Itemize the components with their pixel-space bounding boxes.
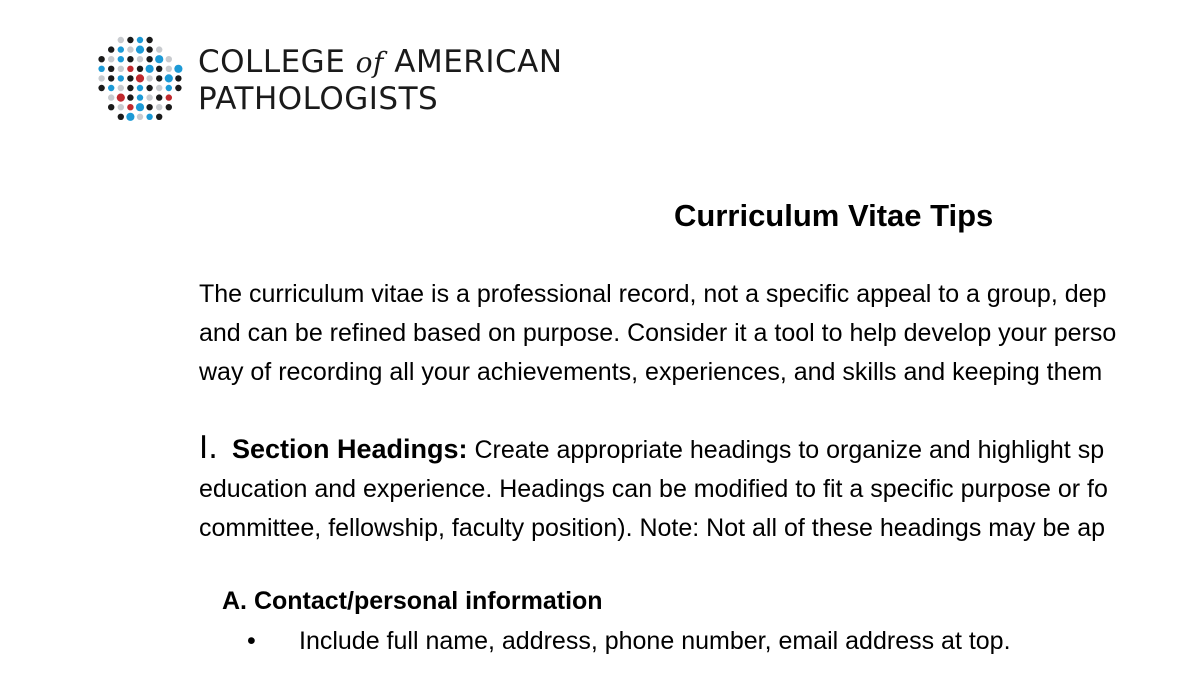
logo-dot bbox=[108, 94, 114, 100]
logo-dot bbox=[155, 55, 163, 63]
logo-dot bbox=[156, 114, 162, 120]
section-1-line-1 bbox=[199, 428, 1108, 470]
logo-dot bbox=[146, 37, 152, 43]
logo-dot bbox=[137, 114, 143, 120]
logo-dot bbox=[165, 74, 173, 82]
logo-dot bbox=[146, 46, 152, 52]
logo-dot bbox=[146, 56, 152, 62]
section-numeral: I. bbox=[199, 430, 218, 466]
logo-dot bbox=[146, 65, 154, 73]
logo-dot bbox=[118, 104, 124, 110]
logo-dot bbox=[166, 104, 172, 110]
logo-dot bbox=[108, 46, 114, 52]
logo-dot bbox=[137, 85, 143, 91]
logo-dot bbox=[118, 66, 124, 72]
list-item bbox=[247, 627, 1011, 656]
logo-line-1 bbox=[198, 44, 563, 81]
logo-dot bbox=[174, 65, 182, 73]
logo-dot bbox=[136, 74, 144, 82]
logo-dot bbox=[108, 85, 114, 91]
logo-dot bbox=[108, 56, 114, 62]
logo-dot bbox=[175, 75, 181, 81]
logo-dot bbox=[98, 85, 104, 91]
section-1-line-3: committee, fellowship, faculty position). Note: Not all of these headings may be ap bbox=[199, 514, 1106, 542]
logo-dot bbox=[137, 37, 143, 43]
logo-american: AMERICAN bbox=[394, 44, 563, 80]
section-heading: Section Headings: bbox=[232, 434, 468, 464]
logo-dot bbox=[108, 75, 114, 81]
intro-paragraph bbox=[199, 275, 1116, 392]
logo-dot bbox=[146, 85, 152, 91]
intro-line: way of recording all your achievements, experiences, and skills and keeping them bbox=[199, 358, 1103, 386]
logo-dot bbox=[146, 75, 152, 81]
logo-dot bbox=[127, 46, 133, 52]
logo-of: of bbox=[355, 46, 384, 79]
dot-grid-logo-icon bbox=[86, 34, 186, 128]
logo-dot bbox=[118, 114, 124, 120]
logo-line-2: PATHOLOGISTS bbox=[198, 81, 439, 117]
logo-dot bbox=[108, 66, 114, 72]
cap-logo bbox=[86, 34, 606, 128]
logo-dot bbox=[136, 46, 144, 54]
logo-dot bbox=[98, 66, 104, 72]
subsection-heading-contact: A. Contact/personal information bbox=[222, 587, 603, 615]
logo-dot bbox=[137, 56, 143, 62]
logo-dot bbox=[156, 85, 162, 91]
logo-dot bbox=[108, 104, 114, 110]
logo-dot bbox=[136, 103, 144, 111]
logo-dot bbox=[127, 56, 133, 62]
logo-dot bbox=[127, 94, 133, 100]
logo-dot bbox=[137, 66, 143, 72]
list-item-text: Include full name, address, phone number, email address at top. bbox=[299, 627, 1011, 655]
logo-dot bbox=[126, 113, 134, 121]
section-headings-paragraph bbox=[199, 428, 1108, 548]
logo-dot bbox=[156, 75, 162, 81]
logo-dot bbox=[127, 37, 133, 43]
section-1-line-2: education and experience. Headings can be modified to fit a specific purpose or fo bbox=[199, 475, 1108, 503]
logo-dot bbox=[127, 66, 133, 72]
logo-wordmark bbox=[198, 44, 563, 117]
logo-dot bbox=[118, 75, 124, 81]
section-1-line-1-text: Create appropriate headings to organize and highlight sp bbox=[467, 436, 1105, 464]
logo-dot bbox=[127, 85, 133, 91]
logo-dot bbox=[156, 66, 162, 72]
logo-dot bbox=[118, 37, 124, 43]
logo-dot bbox=[146, 94, 152, 100]
logo-dot bbox=[118, 56, 124, 62]
logo-dot bbox=[175, 85, 181, 91]
logo-dot bbox=[166, 85, 172, 91]
logo-dot bbox=[156, 94, 162, 100]
logo-dot bbox=[98, 56, 104, 62]
logo-dot bbox=[166, 66, 172, 72]
intro-line: The curriculum vitae is a professional record, not a specific appeal to a group, dep bbox=[199, 280, 1107, 308]
logo-dot bbox=[156, 46, 162, 52]
logo-dot bbox=[146, 104, 152, 110]
logo-dot bbox=[127, 75, 133, 81]
logo-dot bbox=[98, 75, 104, 81]
intro-line: and can be refined based on purpose. Consider it a tool to help develop your perso bbox=[199, 319, 1117, 347]
logo-dot bbox=[118, 85, 124, 91]
bullet-icon: • bbox=[247, 627, 256, 655]
document-title: Curriculum Vitae Tips bbox=[674, 198, 994, 233]
logo-dot bbox=[117, 94, 125, 102]
logo-dot bbox=[166, 56, 172, 62]
logo-dot bbox=[156, 104, 162, 110]
logo-dot bbox=[146, 114, 152, 120]
logo-dot bbox=[137, 94, 143, 100]
logo-dot bbox=[166, 94, 172, 100]
logo-dot bbox=[118, 46, 124, 52]
logo-college: COLLEGE bbox=[198, 44, 346, 80]
logo-dot bbox=[127, 104, 133, 110]
